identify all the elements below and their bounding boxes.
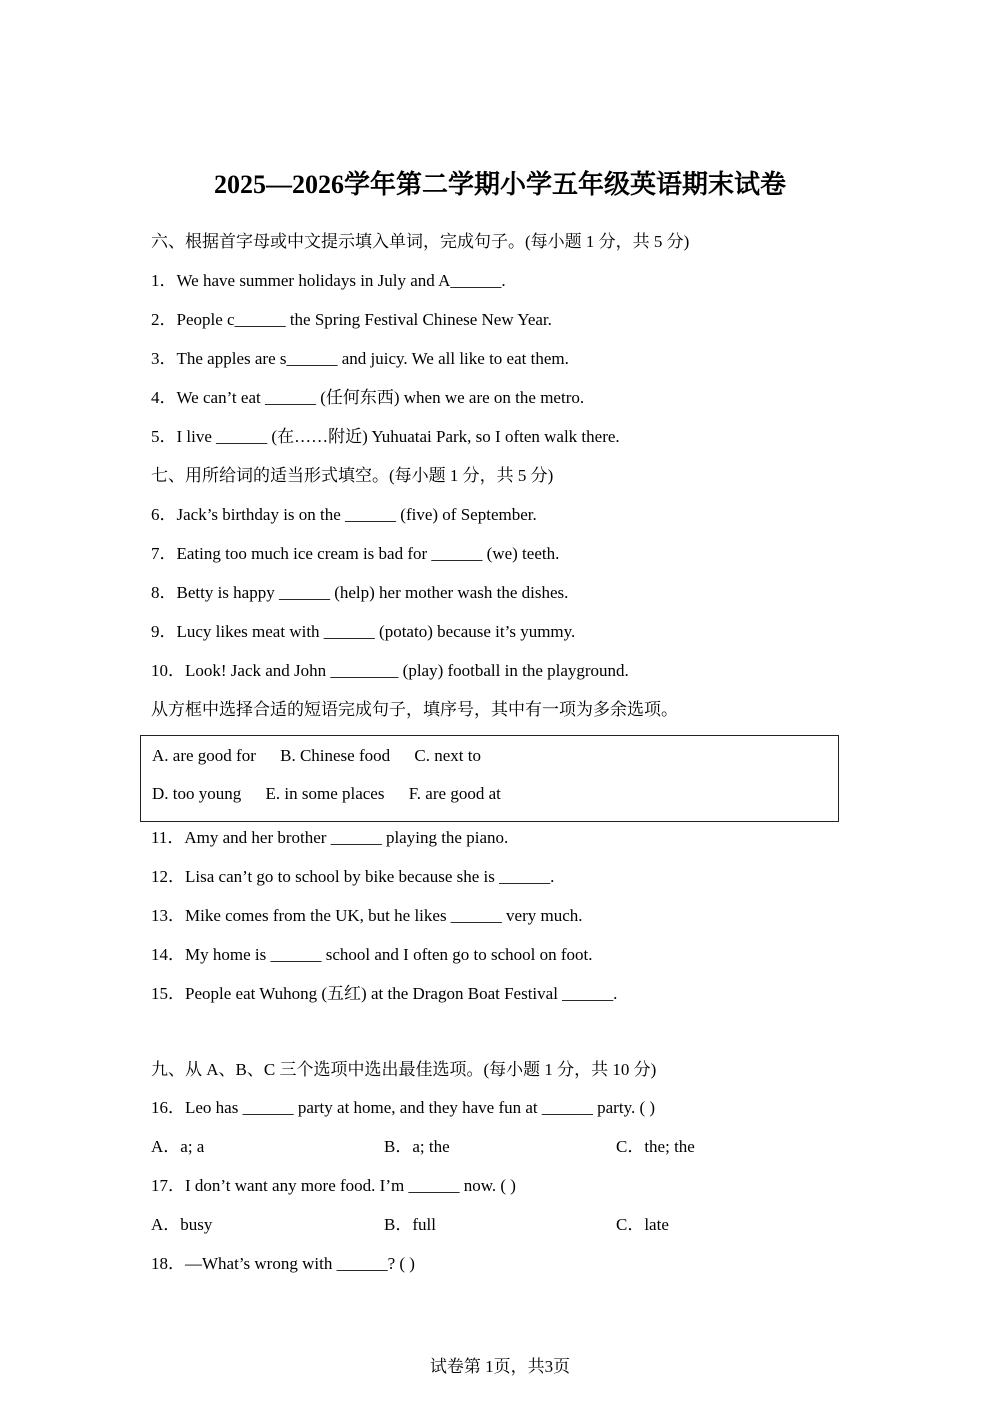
question-8: 8．Betty is happy ______ (help) her mother wash the dishes. <box>151 583 569 602</box>
option-a: A. are good for <box>152 746 256 765</box>
question-14: 14．My home is ______ school and I often go to school on foot. <box>151 945 593 964</box>
q16-option-c: C．the; the <box>616 1137 695 1156</box>
section-6-heading: 六、根据首字母或中文提示填入单词，完成句子。(每小题 1 分，共 5 分) <box>151 232 690 251</box>
question-15: 15．People eat Wuhong (五红) at the Dragon Boat Festival ______. <box>151 984 618 1003</box>
question-12: 12．Lisa can’t go to school by bike because she is ______. <box>151 867 555 886</box>
question-17: 17．I don’t want any more food. I’m ______ now. ( ) <box>151 1176 516 1195</box>
page-footer: 试卷第 1页，共3页 <box>429 1357 571 1376</box>
question-7: 7．Eating too much ice cream is bad for ______ (we) teeth. <box>151 544 560 563</box>
question-13: 13．Mike comes from the UK, but he likes ______ very much. <box>151 906 583 925</box>
question-18: 18．—What’s wrong with ______? ( ) <box>151 1254 415 1273</box>
option-b: B. Chinese food <box>280 746 391 765</box>
q17-option-a: A．busy <box>151 1215 213 1234</box>
question-10: 10．Look! Jack and John ________ (play) football in the playground. <box>151 661 629 680</box>
question-1: 1．We have summer holidays in July and A______. <box>151 271 506 290</box>
section-8-heading: 从方框中选择合适的短语完成句子，填序号，其中有一项为多余选项。 <box>151 700 678 719</box>
question-6: 6．Jack’s birthday is on the ______ (five) of September. <box>151 505 537 524</box>
question-4: 4．We can’t eat ______ (任何东西) when we are on the metro. <box>151 388 585 407</box>
option-box <box>140 735 839 822</box>
section-7-heading: 七、用所给词的适当形式填空。(每小题 1 分，共 5 分) <box>151 466 554 485</box>
question-11: 11．Amy and her brother ______ playing the piano. <box>151 828 509 847</box>
section-9-heading: 九、从 A、B、C 三个选项中选出最佳选项。(每小题 1 分，共 10 分) <box>151 1060 657 1079</box>
option-f: F. are good at <box>408 784 501 803</box>
option-box-row-1 <box>152 745 481 767</box>
option-e: E. in some places <box>265 784 385 803</box>
option-c: C. next to <box>414 746 481 765</box>
page-title: 2025—2026学年第二学期小学五年级英语期末试卷 <box>213 170 786 199</box>
question-3: 3．The apples are s______ and juicy. We all like to eat them. <box>151 349 569 368</box>
q16-option-a: A．a; a <box>151 1137 205 1156</box>
q17-option-c: C．late <box>616 1215 669 1234</box>
q16-option-b: B．a; the <box>384 1137 450 1156</box>
question-16: 16．Leo has ______ party at home, and they have fun at ______ party. ( ) <box>151 1098 656 1117</box>
q17-option-b: B．full <box>384 1215 436 1234</box>
question-9: 9．Lucy likes meat with ______ (potato) because it’s yummy. <box>151 622 576 641</box>
question-5: 5．I live ______ (在……附近) Yuhuatai Park, so I often walk there. <box>151 427 620 446</box>
option-box-row-2 <box>152 783 501 805</box>
option-d: D. too young <box>152 784 242 803</box>
question-2: 2．People c______ the Spring Festival Chinese New Year. <box>151 310 552 329</box>
